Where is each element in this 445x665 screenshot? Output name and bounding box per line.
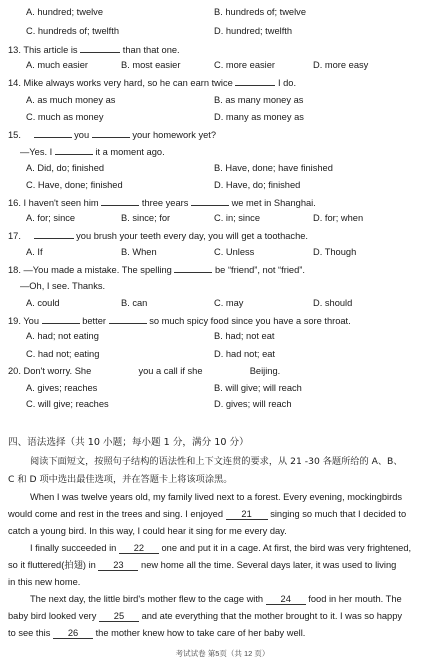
q14-blank [235,78,275,86]
q19-stem: 19. You better so much spicy food since you have a sore throat. [8,316,351,326]
q15-blank-3 [55,147,93,155]
q13-option-b: B. most easier [121,60,181,70]
q15-option-d: D. Have, do; finished [214,180,301,190]
q16-blank-1 [101,198,139,206]
q13-stem: 13. This article is than that one. [8,45,180,55]
q17-option-d: D. Though [313,247,357,257]
q14-option-c: C. much as money [26,112,104,122]
q16-stem: 16. I haven't seen him three years we met in Shanghai. [8,198,316,208]
q14-option-a: A. as much money as [26,95,116,105]
q20-option-b: B. will give; will reach [214,383,302,393]
q19-option-a: A. had; not eating [26,331,99,341]
q16-option-b: B. since; for [121,213,171,223]
q12-option-c: C. hundreds of; twelfth [26,26,120,36]
q12-option-d: D. hundred; twelfth [214,26,293,36]
q13-option-c: C. more easier [214,60,275,70]
q19-blank-2 [109,316,147,324]
q17-option-c: C. Unless [214,247,255,257]
blank-23: 23 [98,561,138,571]
q16-blank-2 [191,198,229,206]
q17-option-a: A. If [26,247,43,257]
q20-option-a: A. gives; reaches [26,383,98,393]
passage-p1-line2: would come and rest in the trees and sing. I enjoyed 21 singing so much that I decided to [8,509,407,519]
q17-blank [34,231,74,239]
q18-option-d: D. should [313,298,353,308]
q18-reply: —Oh, I see. Thanks. [20,281,106,291]
q18-option-b: B. can [121,298,148,308]
q12-option-a: A. hundred; twelve [26,7,104,17]
q19-option-b: B. had; not eat [214,331,275,341]
q15-option-c: C. Have, done; finished [26,180,123,190]
q19-option-d: D. had not; eat [214,349,275,359]
blank-25: 25 [99,612,139,622]
passage-p3-line1: The next day, the little bird's mother flew to the cage with 24 food in her mouth. The [30,594,402,604]
passage-p2-line3: in this new home. [8,577,81,587]
q18-stem: 18. —You made a mistake. The spelling be “friend”, not “fried”. [8,265,305,275]
q20-option-c: C. will give; reaches [26,399,109,409]
q15-option-b: B. Have, done; have finished [214,163,333,173]
passage-p1-line1: When I was twelve years old, my family lived next to a forest. Every evening, mockingbirds [30,492,403,502]
q20-stem: 20. Don't worry. She you a call if she Beijing. [8,366,281,376]
section-instructions-line1: 阅读下面短文，按照句子结构的语法性和上下文连贯的要求，从 21 -30 各题所给的 A、B、 [30,456,403,467]
blank-24: 24 [266,595,306,605]
q20-option-d: D. gives; will reach [214,399,292,409]
q14-option-d: D. many as money as [214,112,304,122]
passage-p1-line3: catch a young bird. In this way, I could hear it sing for me every day. [8,526,287,536]
q15-reply: —Yes. I it a moment ago. [20,147,165,157]
passage-p2-line2: so it fluttered(拍翅) in 23 new home all the time. Several days later, it was used to living [8,560,397,570]
q12-option-b: B. hundreds of; twelve [214,7,306,17]
q13-blank [80,45,120,53]
q14-stem: 14. Mike always works very hard, so he can earn twice I do. [8,78,297,88]
blank-22: 22 [119,544,159,554]
q16-option-d: D. for; when [313,213,364,223]
q15-stem: 15. you your homework yet? [8,130,217,140]
q18-option-a: A. could [26,298,60,308]
page-footer: 考试试卷 第5页（共 12 页） [175,649,270,658]
q16-option-c: C. in; since [214,213,260,223]
q13-option-d: D. more easy [313,60,369,70]
q16-option-a: A. for; since [26,213,76,223]
q19-option-c: C. had not; eating [26,349,100,359]
q17-option-b: B. When [121,247,157,257]
q14-option-b: B. as many money as [214,95,304,105]
q15-blank-1 [34,130,72,138]
q18-blank [174,265,212,273]
blank-26: 26 [53,629,93,639]
passage-p3-line3: to see this 26 the mother knew how to take care of her baby well. [8,628,306,638]
q15-option-a: A. Did, do; finished [26,163,105,173]
section-heading: 四、语法选择（共 10 小题；每小题 1 分，满分 10 分） [8,437,249,448]
q18-option-c: C. may [214,298,244,308]
q19-blank-1 [42,316,80,324]
q15-blank-2 [92,130,130,138]
section-instructions-line2: C 和 D 项中选出最佳选项，并在答题卡上将该项涂黑。 [8,474,233,485]
q13-option-a: A. much easier [26,60,89,70]
passage-p2-line1: I finally succeeded in 22 one and put it in a cage. At first, the bird was very frightened, [30,543,412,553]
q17-stem: 17. you brush your teeth every day, you will get a toothache. [8,231,308,241]
passage-p3-line2: baby bird looked very 25 and ate everything that the mother brought to it. I was so happy [8,611,403,621]
blank-21: 21 [226,510,268,520]
